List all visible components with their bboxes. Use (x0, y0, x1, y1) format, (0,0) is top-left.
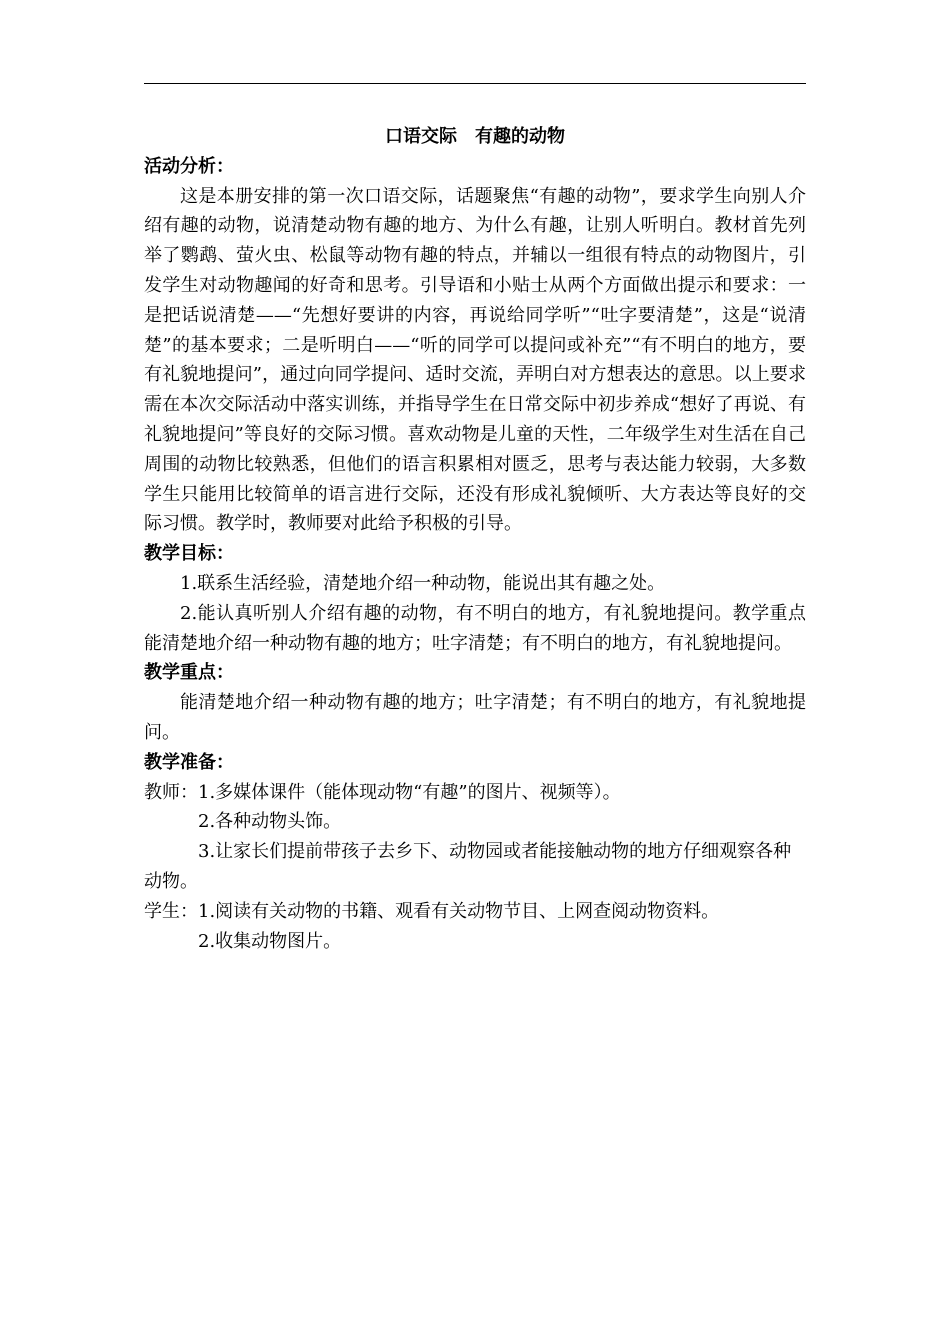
analysis-paragraph: 这是本册安排的第一次口语交际，话题聚焦“有趣的动物”，要求学生向别人介绍有趣的动物，说清楚动物有趣的地方、为什么有趣，让别人听明白。教材首先列举了鹦鹉、萤火虫、松鼠等动物有趣的特点，并辅以一组很有特点的动物图片，引发学生对动物趣闻的好奇和思考。引导语和小贴士从两个方面做出提示和要求：一是把话说清楚——“先想好要讲的内容，再说给同学听”“吐字要清楚”，这是“说清楚”的基本要求；二是听明白——“听的同学可以提问或补充”“有不明白的地方，要有礼貌地提问”，通过向同学提问、适时交流，弄明白对方想表达的意思。以上要求需在本次交际活动中落实训练，并指导学生在日常交际中初步养成“想好了再说、有礼貌地提问”等良好的交际习惯。喜欢动物是儿童的天性，二年级学生对生活在自己周围的动物比较熟悉，但他们的语言积累相对匮乏，思考与表达能力较弱，大多数学生只能用比较简单的语言进行交际，还没有形成礼貌倾听、大方表达等良好的交际习惯。教学时，教师要对此给予积极的引导。 (144, 185, 806, 535)
document-title: 口语交际 有趣的动物 (385, 126, 565, 147)
key-points-heading: 教学重点： (144, 662, 234, 684)
analysis-heading: 活动分析： (144, 155, 234, 177)
goal-item-2: 2.能认真听别人介绍有趣的动物，有不明白的地方，有礼貌地提问。教学重点能清楚地介绍一种动物有趣的地方；吐字清楚；有不明白的地方，有礼貌地提问。 (144, 602, 806, 654)
goal-item-1: 1.联系生活经验，清楚地介绍一种动物，能说出其有趣之处。 (180, 572, 666, 594)
teacher-label: 教师： (144, 781, 198, 803)
student-prep-row-1 (144, 897, 806, 927)
preparation-heading: 教学准备： (144, 751, 234, 773)
key-points-paragraph: 能清楚地介绍一种动物有趣的地方；吐字清楚；有不明白的地方，有礼貌地提问。 (144, 692, 806, 743)
student-label: 学生： (144, 900, 198, 922)
header-rule (144, 83, 806, 84)
teacher-item-2: 2.各种动物头饰。 (198, 811, 342, 833)
document-body (144, 122, 806, 956)
teacher-item-1: 1.多媒体课件（能体现动物“有趣”的图片、视频等）。 (198, 781, 621, 803)
goals-heading: 教学目标： (144, 543, 234, 565)
student-item-1: 1.阅读有关动物的书籍、观看有关动物节目、上网查阅动物资料。 (198, 900, 720, 922)
teacher-item-3: 3.让家长们提前带孩子去乡下、动物园或者能接触动物的地方仔细观察各种动物。 (144, 841, 792, 892)
teacher-prep-row-1 (144, 778, 806, 808)
student-item-2: 2.收集动物图片。 (198, 930, 342, 952)
